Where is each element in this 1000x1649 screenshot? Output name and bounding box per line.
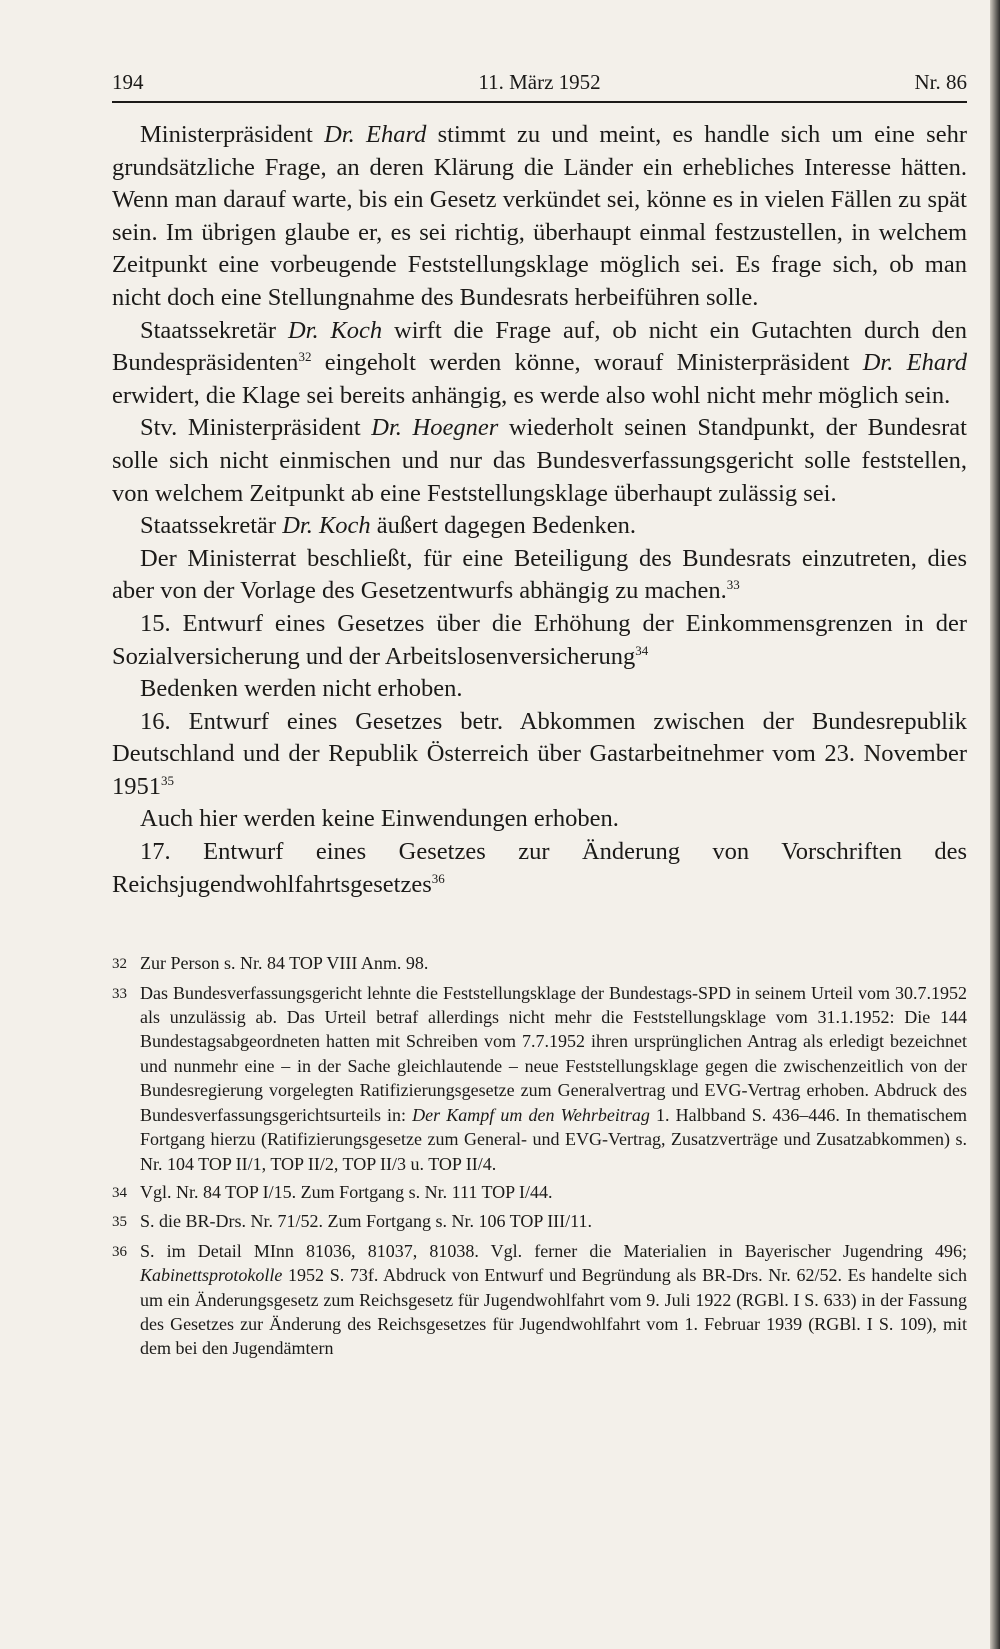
text-run: Das Bundesverfassungsgericht lehnte die Feststellungsklage der Bundestags-SPD in seinem Urteil vom 30.7.1952 als unzulässig ab. Das Urteil betraf allerdings nicht mehr die Feststellungsklage vom 31.1.1952: Die 144 Bundestagsabgeordneten hatten mit Schreiben vom 7.7.1952 ihren ursprünglichen Antrag als erledigt bezeichnet und nunmehr eine – in der Sache gleichlautende – neue Feststellungsklage gegen die zwischenzeitlich von der Bundesregierung vorgelegten Ratifizierungsgesetze zum Generalvertrag und EVG-Vertrag erhoben. Abdruck des Bundesverfassungsgerichtsurteils in:: [140, 982, 967, 1125]
footnote-reference: 35: [161, 772, 174, 788]
text-run: 17. Entwurf eines Gesetzes zur Änderung von Vorschriften des Reichsjugendwohlfahrtsgesetzes: [112, 838, 967, 898]
footnote-reference: 34: [635, 642, 649, 658]
running-header: [112, 70, 967, 103]
italic-name: Der Kampf um den Wehrbeitrag: [412, 1104, 650, 1125]
text-run: 1. Halbband S. 436–446. In thematischem Fortgang hierzu (Ratifizierungsgesetze zum General- und EVG-Vertrag, Zusatzverträge und Zusatzabkommen) s. Nr. 104 TOP II/1, TOP II/2, TOP II/3 u. TOP II/4.: [140, 1104, 967, 1174]
text-run: 16. Entwurf eines Gesetzes betr. Abkommen zwischen der Bundesrepublik Deutschland und der Republik Österreich über Gastarbeitnehmer vom 23. November 1951: [112, 707, 967, 800]
text-run: wiederholt seinen Standpunkt, der Bundesrat solle sich nicht einmischen und nur das Bundesverfassungsgericht solle feststellen, von welchem Zeitpunkt ab eine Feststellungsklage überhaupt zulässig sei.: [112, 414, 967, 507]
text-run: Stv. Ministerpräsident: [140, 414, 372, 442]
italic-name: Dr. Koch: [287, 316, 383, 344]
footnote-text: [140, 1180, 967, 1205]
footnote: [112, 981, 967, 1176]
book-page: [112, 70, 967, 1365]
footnote-text: [140, 1239, 967, 1361]
text-run: eingeholt werden könne, worauf Ministerpräsident: [311, 349, 863, 377]
footnote: [112, 1209, 967, 1234]
italic-name: Dr. Koch: [282, 512, 371, 540]
footnote-text: [140, 1209, 967, 1234]
text-run: erwidert, die Klage sei bereits anhängig, es werde also wohl nicht mehr möglich sein.: [112, 381, 951, 409]
footnote-number: 36: [112, 1243, 127, 1260]
text-run: Zur Person s. Nr. 84 TOP VIII Anm. 98.: [140, 953, 429, 974]
paragraph: [112, 608, 967, 673]
footnote: [112, 951, 967, 976]
text-run: Staatssekretär: [140, 512, 283, 540]
footnote-text: [140, 951, 967, 976]
text-run: stimmt zu und meint, es handle sich um eine sehr grundsätzliche Frage, an deren Klärung die Länder ein erhebliches Interesse hätten. Wenn man darauf warte, bis ein Gesetz verkündet sei, könne es in vielen Fällen zu spät sein. Im übrigen glaube er, es sei richtig, überhaupt einmal festzustellen, in welchem Zeitpunkt eine vorbeugende Feststellungsklage möglich sei. Es frage sich, ob man nicht doch eine Stellungnahme des Bundesrats herbeiführen solle.: [112, 121, 968, 311]
page-number: 194: [112, 70, 144, 94]
text-run: Ministerpräsident: [140, 121, 325, 148]
text-run: S. im Detail MInn 81036, 81037, 81038. Vgl. ferner die Materialien in Bayerischer Jugendring 496;: [140, 1240, 967, 1261]
text-run: 1952 S. 73f. Abdruck von Entwurf und Begründung als BR-Drs. Nr. 62/52. Es handelte sich um ein Änderungsgesetz zum Reichsgesetz für Jugendwohlfahrt vom 9. Juli 1922 (RGBl. I S. 633) in der Fassung des Gesetzes zur Änderung des Reichsgesetzes für Jugendwohlfahrt vom 1. Februar 1939 (RGBl. I S. 109), mit dem bei den Jugendämtern: [140, 1265, 967, 1359]
text-run: 15. Entwurf eines Gesetzes über die Erhöhung der Einkommensgrenzen in der Sozialversicherung und der Arbeitslosenversicherung: [112, 609, 967, 670]
text-run: Auch hier werden keine Einwendungen erhoben.: [140, 805, 619, 833]
text-run: Bedenken werden nicht erhoben.: [140, 675, 463, 703]
text-run: wirft die Frage auf, ob nicht ein Gutachten durch den Bundespräsidenten: [112, 316, 967, 377]
footnote-reference: 33: [726, 577, 740, 593]
footnote-reference: 36: [431, 870, 445, 886]
text-run: Vgl. Nr. 84 TOP I/15. Zum Fortgang s. Nr. 111 TOP I/44.: [140, 1181, 553, 1202]
paragraph: [112, 412, 967, 510]
paragraph: [112, 315, 967, 413]
header-date: 11. März 1952: [478, 70, 601, 94]
text-run: äußert dagegen Bedenken.: [370, 512, 636, 540]
text-run: Der Ministerrat beschließt, für eine Beteiligung des Bundesrats einzutreten, dies aber von der Vorlage des Gesetzentwurfs abhängig zu machen.: [112, 544, 967, 605]
paragraph: [112, 673, 967, 706]
text-run: S. die BR-Drs. Nr. 71/52. Zum Fortgang s. Nr. 106 TOP III/11.: [140, 1211, 593, 1232]
footnote-number: 34: [112, 1184, 127, 1201]
page-edge-shadow: [990, 0, 1000, 1649]
footnote: [112, 1239, 967, 1361]
footnote: [112, 1180, 967, 1205]
footnote-number: 32: [112, 956, 127, 973]
paragraph: [112, 706, 967, 804]
footnote-text: [140, 981, 967, 1176]
footnote-number: 33: [112, 985, 127, 1002]
footnote-number: 35: [112, 1214, 127, 1231]
footnote-reference: 32: [298, 349, 312, 364]
paragraph: [112, 836, 967, 901]
paragraph: [112, 119, 967, 315]
paragraph: [112, 543, 967, 608]
paragraph: [112, 803, 967, 836]
italic-name: Kabinettsprotokolle: [140, 1265, 283, 1286]
paragraph: [112, 510, 967, 543]
italic-name: Dr. Ehard: [862, 349, 967, 377]
document-number: Nr. 86: [914, 70, 967, 94]
text-run: Staatssekretär: [140, 316, 288, 344]
footnotes: [112, 951, 967, 1361]
italic-name: Dr. Ehard: [324, 121, 427, 148]
italic-name: Dr. Hoegner: [371, 414, 499, 442]
main-text: [112, 119, 967, 901]
